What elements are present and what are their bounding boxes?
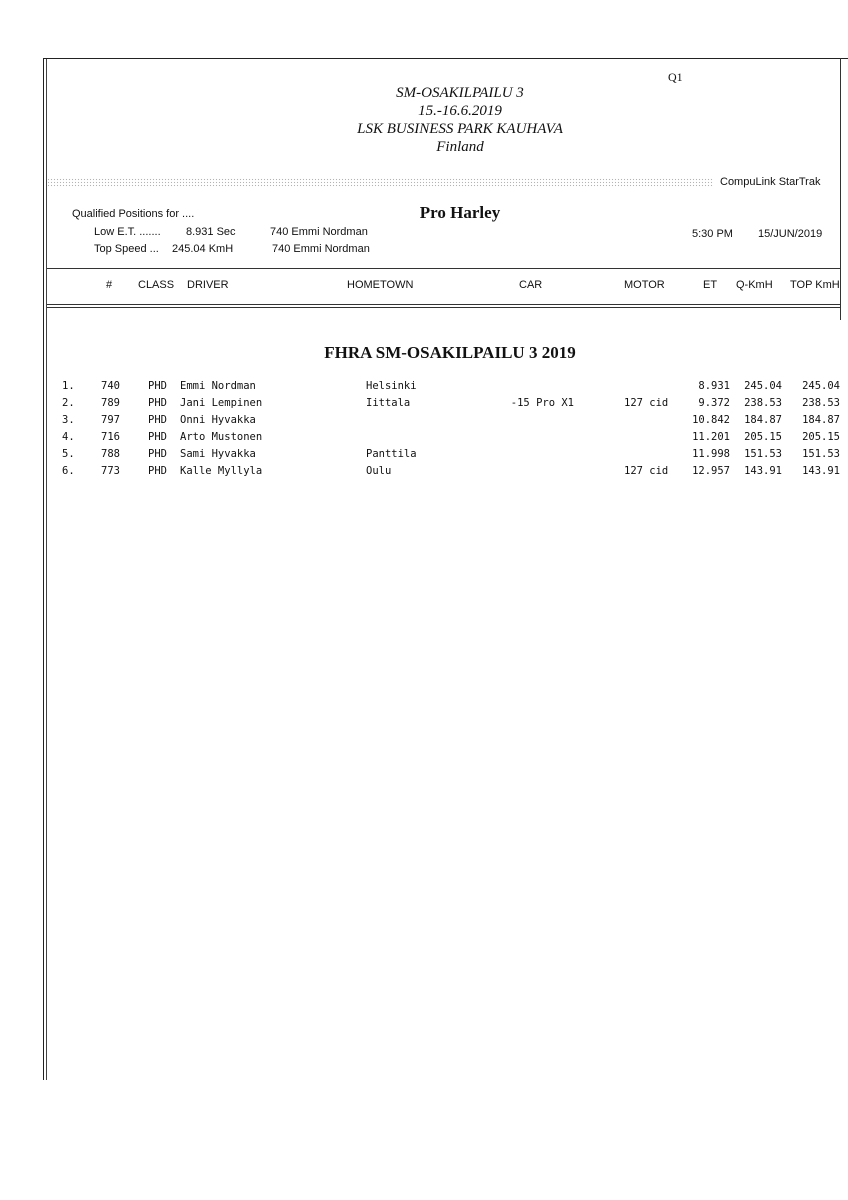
- session-label: Q1: [668, 70, 683, 84]
- result-motor: 127 cid: [624, 397, 669, 409]
- event-dates: 15.-16.6.2019: [418, 103, 502, 119]
- col-header-num: #: [106, 279, 113, 291]
- result-driver: Sami Hyvakka: [180, 448, 256, 460]
- result-class: PHD: [148, 397, 167, 409]
- result-number: 716: [101, 431, 120, 443]
- result-row: [0, 465, 848, 482]
- software-brand: CompuLink StarTrak: [720, 176, 821, 188]
- result-row: [0, 380, 848, 397]
- result-position: 5.: [62, 448, 75, 460]
- class-title: Pro Harley: [419, 203, 501, 222]
- page-border-left-inner: [46, 58, 47, 1080]
- result-number: 797: [101, 414, 120, 426]
- result-et: 11.201: [692, 431, 730, 443]
- result-top-kmh: 205.15: [802, 431, 840, 443]
- result-hometown: Oulu: [366, 465, 392, 477]
- result-q-kmh: 184.87: [744, 414, 782, 426]
- low-et-label: Low E.T. .......: [94, 226, 161, 238]
- page-border-left: [43, 58, 44, 1080]
- result-position: 3.: [62, 414, 75, 426]
- result-q-kmh: 143.91: [744, 465, 782, 477]
- result-et: 9.372: [698, 397, 730, 409]
- col-header-et: ET: [703, 279, 718, 291]
- result-top-kmh: 238.53: [802, 397, 840, 409]
- header-rule-top: [47, 268, 840, 269]
- low-et-driver: 740 Emmi Nordman: [270, 226, 368, 238]
- result-driver: Emmi Nordman: [180, 380, 256, 392]
- result-driver: Arto Mustonen: [180, 431, 263, 443]
- result-motor: 127 cid: [624, 465, 669, 477]
- header-rule-bottom-2: [47, 307, 840, 308]
- result-number: 789: [101, 397, 120, 409]
- result-position: 4.: [62, 431, 75, 443]
- result-position: 1.: [62, 380, 75, 392]
- result-class: PHD: [148, 380, 167, 392]
- section-title: FHRA SM-OSAKILPAILU 3 2019: [324, 343, 576, 362]
- low-et-value: 8.931 Sec: [186, 226, 236, 238]
- qualified-label: Qualified Positions for ....: [72, 208, 195, 220]
- event-header: [250, 84, 670, 156]
- result-hometown: Iittala: [366, 397, 411, 409]
- report-time: 5:30 PM: [692, 228, 733, 240]
- col-header-class: CLASS: [138, 279, 175, 291]
- header-rule-bottom-1: [47, 304, 840, 305]
- page-border-right: [840, 58, 841, 320]
- event-venue: LSK BUSINESS PARK KAUHAVA: [357, 121, 563, 137]
- result-class: PHD: [148, 414, 167, 426]
- result-driver: Onni Hyvakka: [180, 414, 256, 426]
- result-row: [0, 397, 848, 414]
- dotted-separator: [47, 178, 713, 187]
- result-number: 773: [101, 465, 120, 477]
- col-header-driver: DRIVER: [187, 279, 229, 291]
- result-number: 740: [101, 380, 120, 392]
- col-header-q-kmh: Q-KmH: [736, 279, 773, 291]
- result-et: 8.931: [698, 380, 730, 392]
- col-header-top-kmh: TOP KmH: [790, 279, 840, 291]
- result-top-kmh: 245.04: [802, 380, 840, 392]
- report-date: 15/JUN/2019: [758, 228, 823, 240]
- result-row: [0, 448, 848, 465]
- result-hometown: Panttila: [366, 448, 417, 460]
- page-border-top: [43, 58, 848, 59]
- top-speed-driver: 740 Emmi Nordman: [272, 243, 370, 255]
- top-speed-value: 245.04 KmH: [172, 243, 234, 255]
- result-q-kmh: 245.04: [744, 380, 782, 392]
- col-header-car: CAR: [519, 279, 543, 291]
- result-top-kmh: 143.91: [802, 465, 840, 477]
- event-country: Finland: [436, 139, 484, 155]
- result-driver: Jani Lempinen: [180, 397, 263, 409]
- result-et: 10.842: [692, 414, 730, 426]
- result-top-kmh: 184.87: [802, 414, 840, 426]
- result-q-kmh: 205.15: [744, 431, 782, 443]
- result-row: [0, 431, 848, 448]
- result-class: PHD: [148, 431, 167, 443]
- results-table: [0, 380, 848, 482]
- result-q-kmh: 151.53: [744, 448, 782, 460]
- result-driver: Kalle Myllyla: [180, 465, 263, 477]
- result-car: -15 Pro X1: [510, 397, 574, 409]
- result-class: PHD: [148, 465, 167, 477]
- result-row: [0, 414, 848, 431]
- top-speed-label: Top Speed ...: [94, 243, 159, 255]
- result-top-kmh: 151.53: [802, 448, 840, 460]
- col-header-hometown: HOMETOWN: [347, 279, 414, 291]
- result-number: 788: [101, 448, 120, 460]
- result-et: 11.998: [692, 448, 730, 460]
- event-name: SM-OSAKILPAILU 3: [396, 85, 524, 101]
- result-et: 12.957: [692, 465, 730, 477]
- result-position: 6.: [62, 465, 75, 477]
- col-header-motor: MOTOR: [624, 279, 665, 291]
- result-class: PHD: [148, 448, 167, 460]
- result-position: 2.: [62, 397, 75, 409]
- result-q-kmh: 238.53: [744, 397, 782, 409]
- result-hometown: Helsinki: [366, 380, 417, 392]
